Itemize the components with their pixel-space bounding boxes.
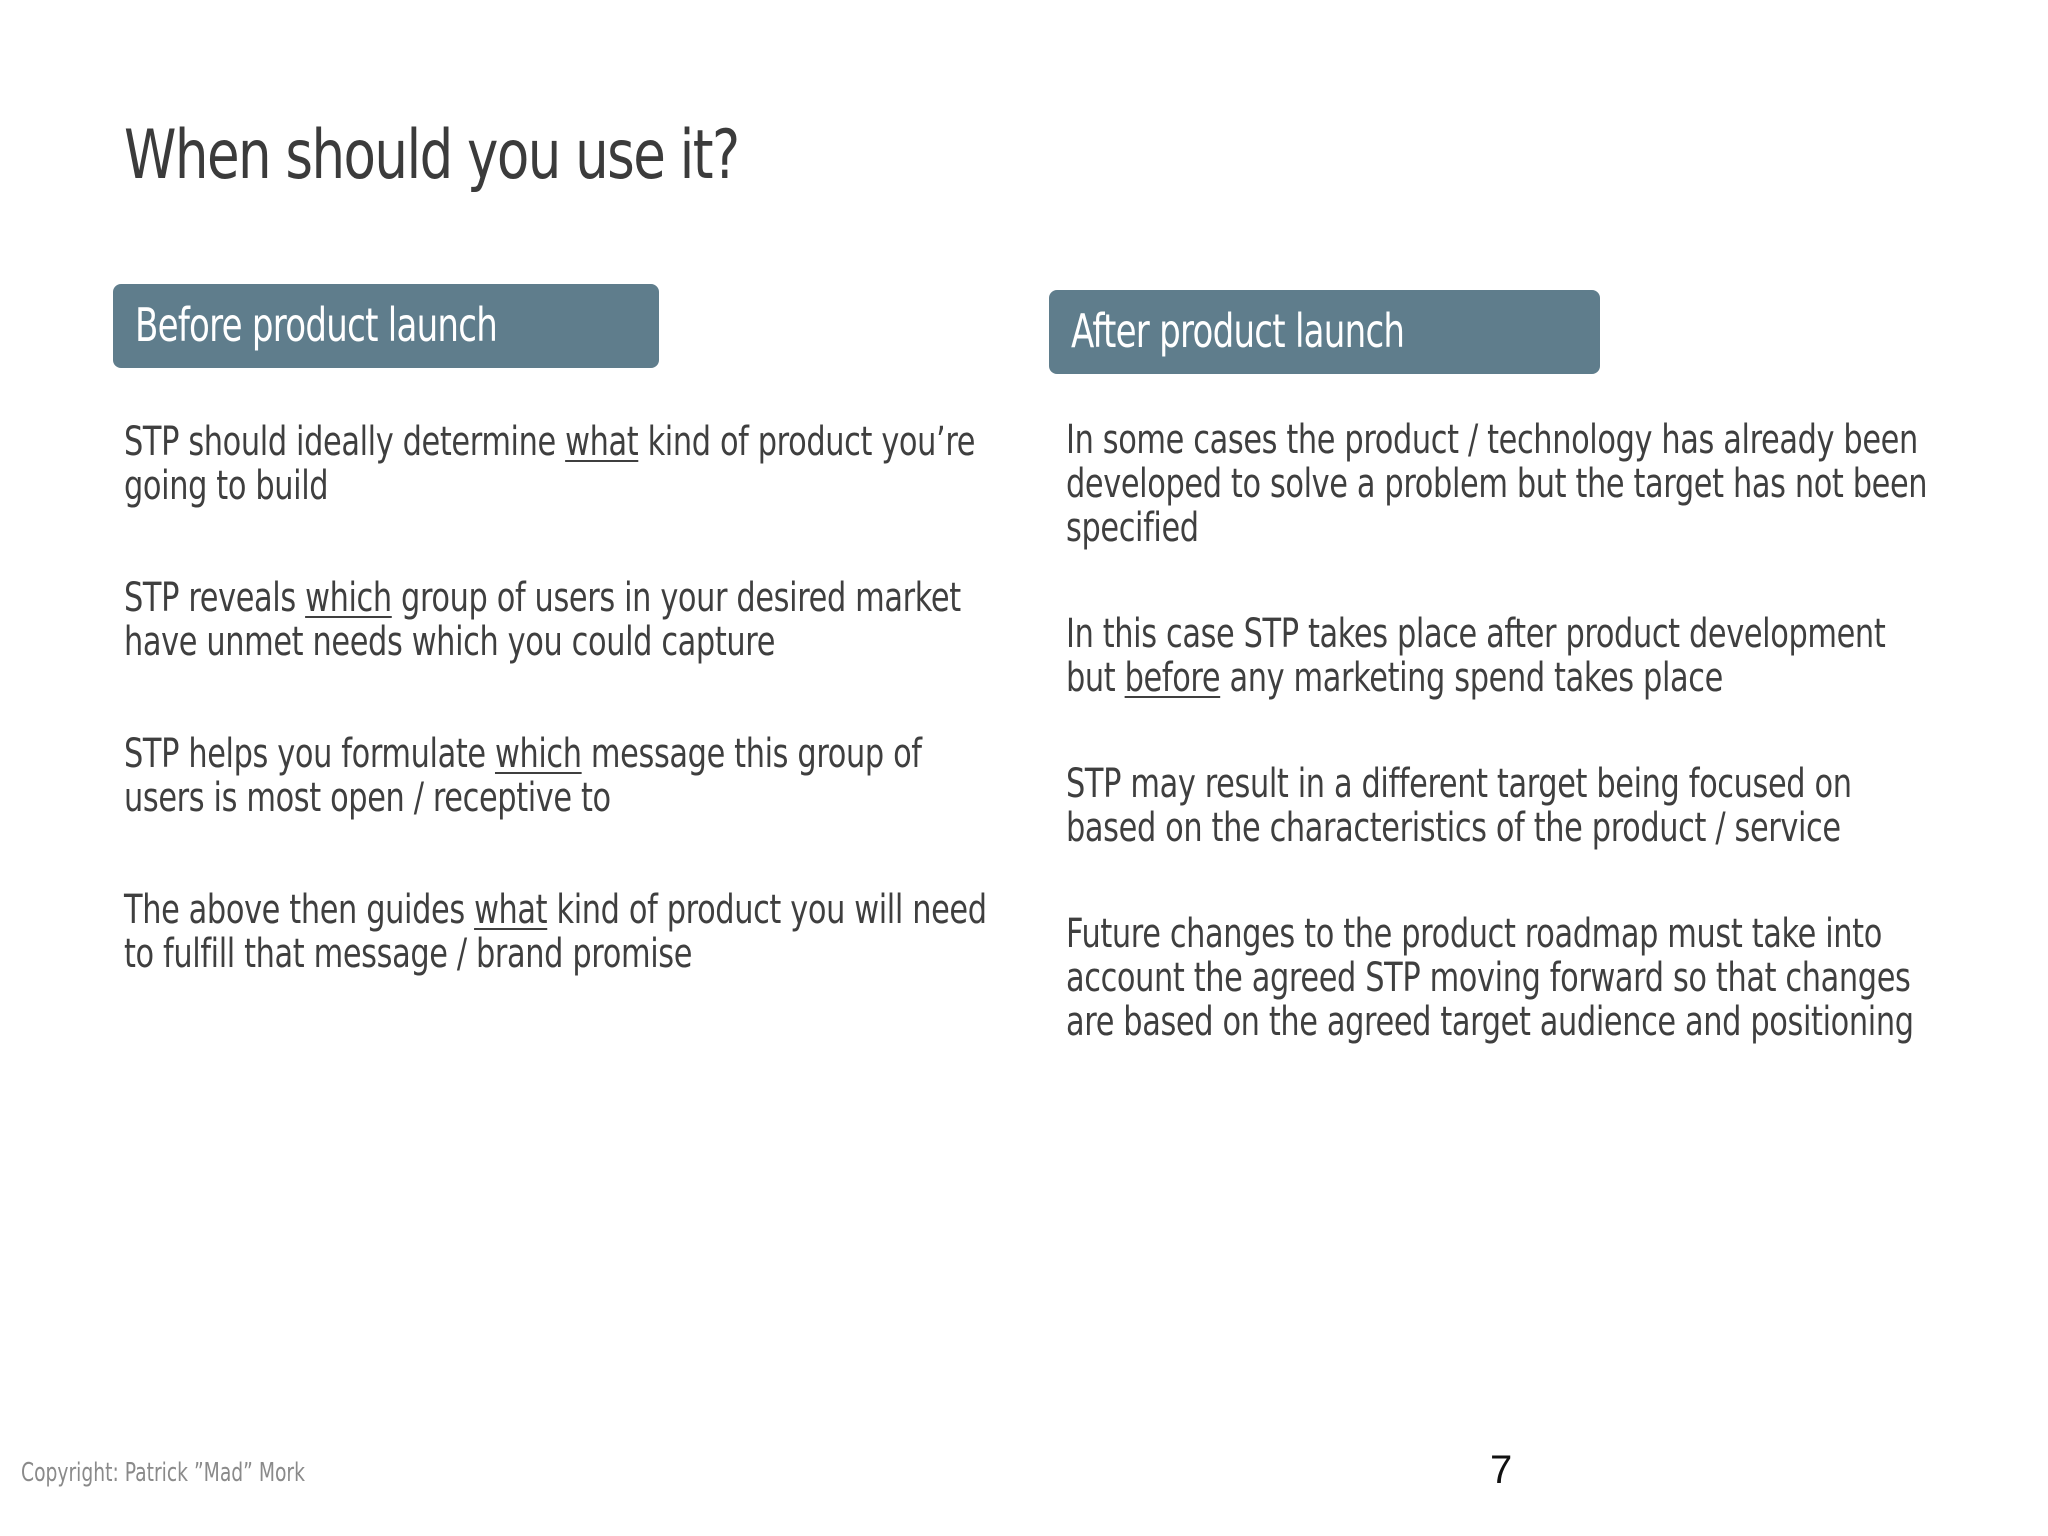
emphasis-word: what [474, 887, 548, 933]
paragraph-text: kind of product you will need to fulfill that message / brand promise [124, 887, 987, 977]
paragraph-text: kind of product you’re going to build [124, 419, 976, 509]
before-launch-header [113, 284, 659, 368]
before-launch-header-label: Before product launch [135, 298, 498, 352]
before-launch-paragraph-4 [124, 888, 990, 976]
after-launch-header [1049, 290, 1600, 374]
emphasis-word: what [565, 419, 639, 465]
paragraph-text: any marketing spend takes place [1220, 655, 1723, 701]
paragraph-text: STP reveals [124, 575, 306, 621]
before-launch-paragraph-3 [124, 732, 990, 820]
after-launch-paragraph-3: STP may result in a different target being focused on based on the characteristics of the product / service [1066, 761, 1852, 851]
before-launch-paragraph-1 [124, 420, 990, 508]
paragraph-text: group of users in your desired market have unmet needs which you could capture [124, 575, 961, 665]
emphasis-word: which [494, 731, 582, 777]
after-launch-paragraph-2 [1066, 612, 1932, 700]
after-launch-paragraph-4: Future changes to the product roadmap must take into account the agreed STP moving forward so that changes are based on the agreed target audience and positioning [1066, 911, 1914, 1045]
after-launch-header-label: After product launch [1071, 304, 1405, 358]
emphasis-word: before [1124, 655, 1221, 701]
page-number: 7 [1490, 1448, 1513, 1492]
after-launch-paragraph-1: In some cases the product / technology has already been developed to solve a problem but the target has not been specified [1066, 417, 1928, 551]
before-launch-paragraph-2 [124, 576, 990, 664]
paragraph-text: STP helps you formulate [124, 731, 495, 777]
paragraph-text: message this group of users is most open / receptive to [124, 731, 922, 821]
emphasis-word: which [305, 575, 392, 621]
slide-title: When should you use it? [124, 116, 739, 195]
paragraph-text: In this case STP takes place after product development but [1066, 611, 1886, 701]
paragraph-text: The above then guides [124, 887, 475, 933]
paragraph-text: STP should ideally determine [124, 419, 566, 465]
copyright-footer: Copyright: Patrick ”Mad” Mork [21, 1458, 305, 1488]
